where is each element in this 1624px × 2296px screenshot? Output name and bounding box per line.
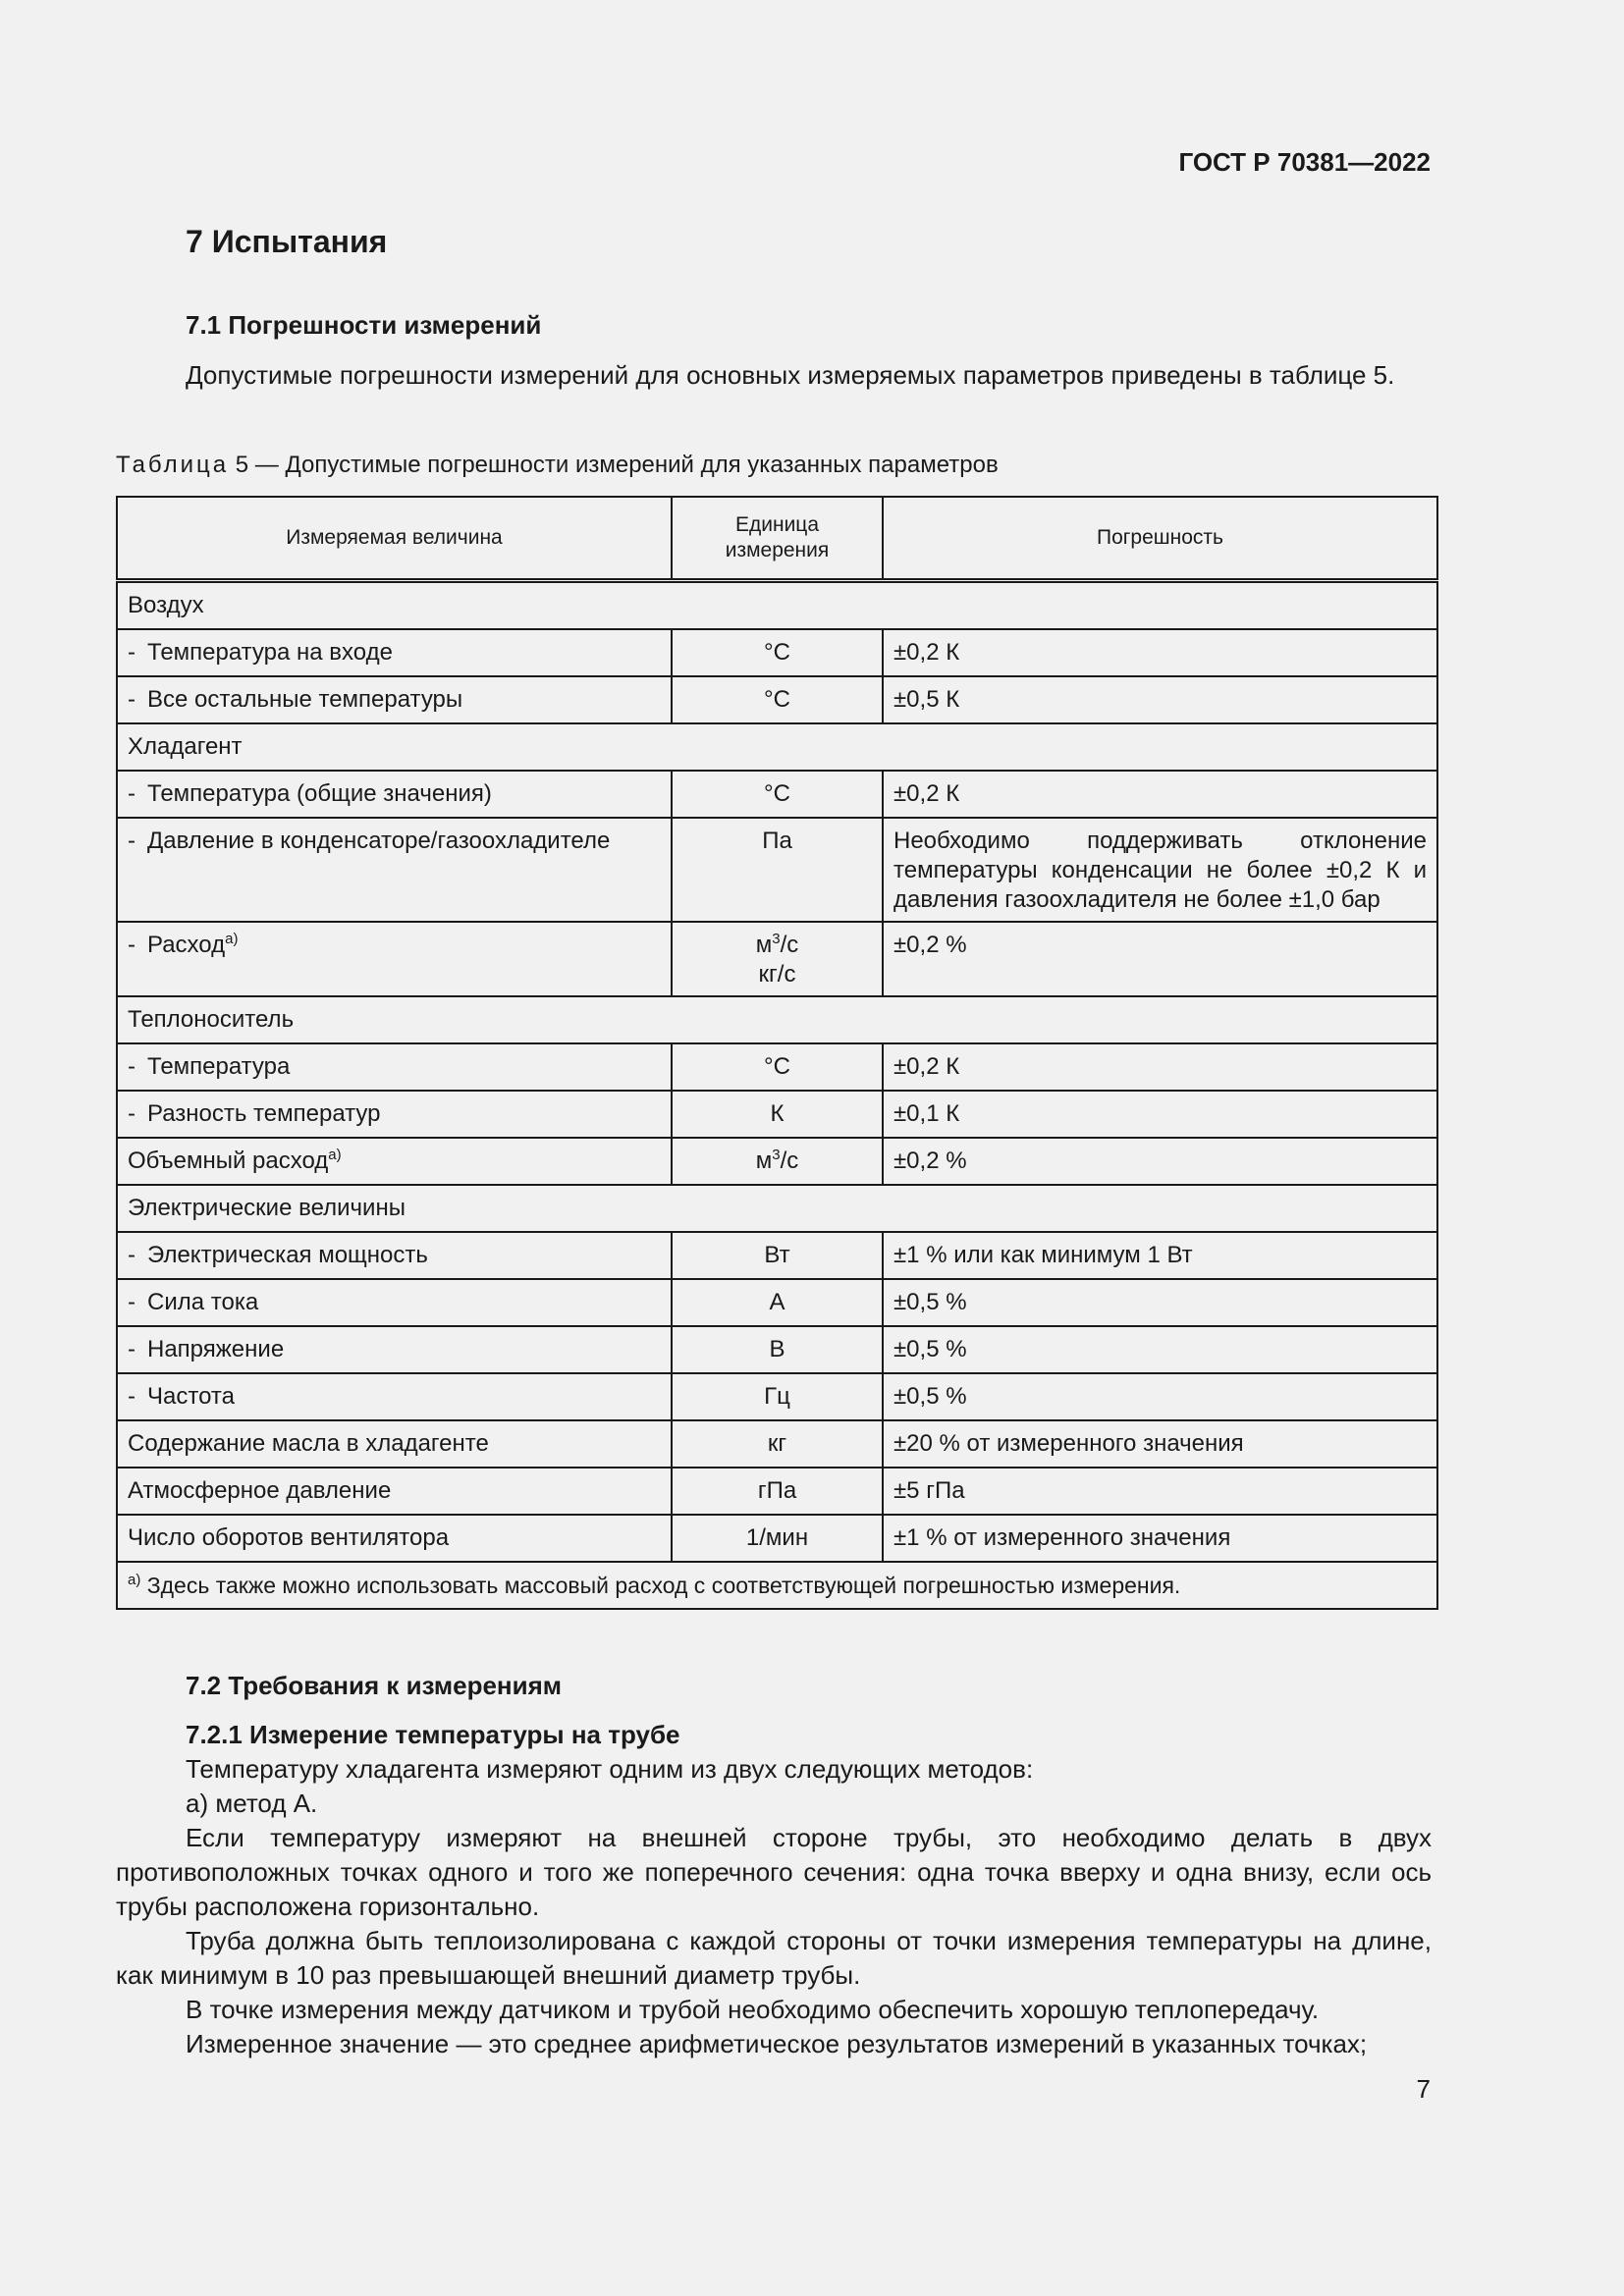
unit-cell — [672, 922, 883, 996]
error-cell: ±0,5 % — [883, 1279, 1437, 1326]
quantity-name: Частота — [147, 1383, 235, 1410]
table-row — [117, 1468, 1437, 1515]
header-quantity: Измеряемая величина — [117, 497, 672, 581]
footnote-mark: а) — [128, 1572, 141, 1588]
table-row — [117, 1043, 1437, 1091]
table-row — [117, 1326, 1437, 1373]
table-row — [117, 629, 1437, 676]
table-row — [117, 1279, 1437, 1326]
quantity-cell: - Температура на входе — [117, 629, 672, 676]
unit-tail: /с — [780, 1148, 799, 1174]
error-cell: ±0,2 К — [883, 771, 1437, 818]
quantity-name: Сила тока — [147, 1289, 259, 1315]
table-row — [117, 1091, 1437, 1138]
intro-paragraph: Допустимые погрешности измерений для основных измеряемых параметров приведены в таблице 5. — [186, 360, 1395, 390]
table-row — [117, 1515, 1437, 1562]
unit-cell: Вт — [672, 1232, 883, 1279]
table-row — [117, 922, 1437, 996]
quantity-name: Электрическая мощность — [147, 1242, 428, 1268]
measurement-error-table — [116, 496, 1438, 1610]
error-cell: ±0,2 % — [883, 1138, 1437, 1185]
quantity-name: Давление в конденсаторе/газоохладителе — [147, 828, 611, 854]
unit-cell: °C — [672, 676, 883, 723]
footnote-ref: а) — [225, 931, 239, 947]
header-unit-line2: измерения — [725, 539, 830, 561]
quantity-cell: - Давление в конденсаторе/газоохладителе — [117, 818, 672, 922]
quantity-name: Температура (общие значения) — [147, 780, 492, 807]
group-row-electric — [117, 1185, 1437, 1232]
footnote-text: Здесь также можно использовать массовый расход с соответствующей погрешностью измерения. — [146, 1573, 1181, 1598]
unit-cell: К — [672, 1091, 883, 1138]
quantity-cell: - Сила тока — [117, 1279, 672, 1326]
quantity-cell: - Напряжение — [117, 1326, 672, 1373]
error-cell: ±0,2 % — [883, 922, 1437, 996]
quantity-cell — [117, 1138, 672, 1185]
error-cell: ±0,5 % — [883, 1326, 1437, 1373]
quantity-name: Объемный расход — [128, 1148, 329, 1174]
unit-cell: °C — [672, 1043, 883, 1091]
table-row — [117, 771, 1437, 818]
footnote-ref: а) — [328, 1147, 342, 1163]
unit-cell — [672, 1138, 883, 1185]
error-cell: ±0,2 К — [883, 1043, 1437, 1091]
error-cell — [883, 818, 1437, 922]
body-text — [116, 1752, 1432, 2061]
group-label: Хладагент — [117, 723, 1437, 771]
unit-cell: 1/мин — [672, 1515, 883, 1562]
table-row — [117, 1138, 1437, 1185]
table-row — [117, 1232, 1437, 1279]
error-line: Необходимо поддерживать отклонение — [893, 828, 1427, 854]
header-unit — [672, 497, 883, 581]
subsection-title-7-2-1: 7.2.1 Измерение температуры на трубе — [186, 1720, 680, 1749]
quantity-name: Разность температур — [147, 1100, 381, 1127]
error-cell: ±1 % или как минимум 1 Вт — [883, 1232, 1437, 1279]
unit-cell: °C — [672, 629, 883, 676]
subsection-title-7-1: 7.1 Погрешности измерений — [186, 310, 542, 340]
quantity-cell: - Температура (общие значения) — [117, 771, 672, 818]
quantity-cell: - Все остальные температуры — [117, 676, 672, 723]
table-caption — [116, 452, 999, 479]
quantity-name: Напряжение — [147, 1336, 285, 1362]
group-label: Теплоноситель — [117, 996, 1437, 1043]
unit-cell: Па — [672, 818, 883, 922]
error-cell: ±5 гПа — [883, 1468, 1437, 1515]
table-header-row — [117, 497, 1437, 581]
unit-line: кг/с — [758, 961, 796, 988]
quantity-cell: Атмосферное давление — [117, 1468, 672, 1515]
group-row-air — [117, 581, 1437, 630]
paragraph: Температуру хладагента измеряют одним из двух следующих методов: — [186, 1754, 1034, 1784]
quantity-name: Все остальные температуры — [147, 686, 463, 713]
unit-cell: кг — [672, 1420, 883, 1468]
table-row — [117, 818, 1437, 922]
quantity-cell: - Электрическая мощность — [117, 1232, 672, 1279]
group-label: Электрические величины — [117, 1185, 1437, 1232]
group-row-coolant — [117, 996, 1437, 1043]
unit-line — [682, 931, 872, 960]
unit-exponent: 3 — [772, 931, 781, 947]
unit-cell: Гц — [672, 1373, 883, 1420]
quantity-name: Расход — [147, 932, 226, 958]
unit-cell: °C — [672, 771, 883, 818]
error-line: давления газоохладителя не более ±1,0 бар — [893, 886, 1380, 913]
unit-exponent: 3 — [772, 1147, 781, 1163]
unit-base: м — [755, 932, 773, 958]
paragraph: Если температуру измеряют на внешней стороне трубы, это необходимо делать в двух противоположных точках одного и того же поперечного сечения: одна точка вверху и одна внизу, если ось трубы расположена горизонтально. — [116, 1823, 1432, 1921]
error-cell: ±0,2 К — [883, 629, 1437, 676]
group-row-refrigerant — [117, 723, 1437, 771]
unit-cell: А — [672, 1279, 883, 1326]
paragraph: а) метод А. — [186, 1789, 318, 1818]
quantity-cell: Число оборотов вентилятора — [117, 1515, 672, 1562]
table-row — [117, 676, 1437, 723]
document-code: ГОСТ Р 70381—2022 — [1178, 147, 1431, 177]
paragraph: Измеренное значение — это среднее арифметическое результатов измерений в указанных точках; — [186, 2029, 1368, 2058]
error-line: температуры конденсации не более ±0,2 К и — [893, 857, 1427, 883]
table-caption-text: 5 — Допустимые погрешности измерений для указанных параметров — [235, 452, 999, 478]
table-footnote-row — [117, 1562, 1437, 1609]
page-number: 7 — [1416, 2074, 1431, 2104]
error-cell: ±0,5 К — [883, 676, 1437, 723]
quantity-cell: - Частота — [117, 1373, 672, 1420]
quantity-name: Температура — [147, 1053, 291, 1080]
quantity-cell: - Расход$^{а)}$ — [117, 922, 672, 996]
table-footnote — [117, 1562, 1437, 1609]
error-cell: ±1 % от измеренного значения — [883, 1515, 1437, 1562]
quantity-cell: - Температура — [117, 1043, 672, 1091]
table-caption-label: Таблица — [116, 452, 230, 478]
quantity-name: Температура на входе — [147, 639, 393, 666]
quantity-cell: Содержание масла в хладагенте — [117, 1420, 672, 1468]
unit-cell: В — [672, 1326, 883, 1373]
unit-base: м — [755, 1148, 773, 1174]
table-row — [117, 1420, 1437, 1468]
quantity-cell: - Разность температур — [117, 1091, 672, 1138]
section-title: 7 Испытания — [186, 224, 388, 259]
subsection-title-7-2: 7.2 Требования к измерениям — [186, 1671, 563, 1700]
table-row — [117, 1373, 1437, 1420]
paragraph: В точке измерения между датчиком и трубой необходимо обеспечить хорошую теплопередачу. — [186, 1995, 1320, 2024]
unit-tail: /с — [780, 932, 799, 958]
error-cell: ±0,1 К — [883, 1091, 1437, 1138]
header-unit-line1: Единица — [734, 513, 820, 536]
paragraph: Труба должна быть теплоизолирована с каждой стороны от точки измерения температуры на длине, как минимум в 10 раз превышающей внешний диаметр трубы. — [116, 1926, 1432, 1990]
error-cell: ±0,5 % — [883, 1373, 1437, 1420]
group-label: Воздух — [117, 581, 1437, 630]
error-cell: ±20 % от измеренного значения — [883, 1420, 1437, 1468]
header-error: Погрешность — [883, 497, 1437, 581]
unit-cell: гПа — [672, 1468, 883, 1515]
